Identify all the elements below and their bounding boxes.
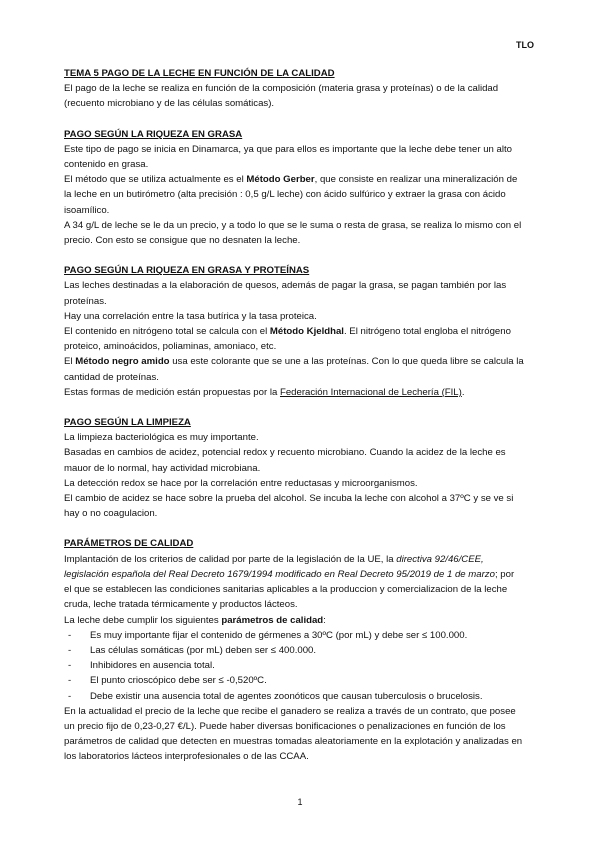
paragraph: Implantación de los criterios de calidad por parte de la legislación de la UE, la directiva 92/46/CEE, legislación española del Real Decreto 1679/1994 modificado en Real Decreto 95/2019 de 1 de marzo; por el que se establecen las condiciones sanitarias aplicables a la produccion y comercializacion de la leche cruda, leche tratada térmicamente y productos lácteos.: [64, 553, 515, 611]
section-heading-grasa-proteinas: PAGO SEGÚN LA RIQUEZA EN GRASA Y PROTEÍNAS: [64, 265, 310, 277]
fil-reference: Federación Internacional de Lechería (FIL): [279, 386, 462, 398]
list-item: - El punto crioscópico debe ser ≤ -0,520ºC.: [64, 673, 524, 688]
page-number: 1: [297, 796, 303, 807]
section-heading-grasa: PAGO SEGÚN LA RIQUEZA EN GRASA: [64, 128, 243, 140]
page-title: TEMA 5 PAGO DE LA LECHE EN FUNCIÓN DE LA CALIDAD: [64, 68, 335, 79]
legislation-reference: directiva 92/46/CEE, legislación española del Real Decreto 1679/1994 modificado en Real Decreto 95/2019 de 1 de marzo: [64, 553, 495, 580]
paragraph: El método que se utiliza actualmente es el Método Gerber, que consiste en realizar una mineralización de la leche en un butirómetro (alta precisión : 0,5 g/L leche) con ácido sulfúrico y extraer la grasa con ácido isoamílico.: [64, 174, 518, 216]
paragraph: En la actualidad el precio de la leche que recibe el ganadero se realiza a través de un contrato, que posee un precio fijo de 0,23-0,27 €/L). Puede haber diversas bonificaciones o penalizaciones en función de los parámetros de calidad que detecten en muestras tomadas aleatoriamente en la explotación y analizadas en los laboratorios lácteos interprofesionales o de las CCAA.: [64, 705, 523, 763]
paragraph: Este tipo de pago se inicia en Dinamarca, ya que para ellos es importante que la leche debe tener un alto contenido en grasa.: [64, 143, 512, 171]
quality-parameters-list: [64, 628, 524, 704]
list-item: - Es muy importante fijar el contenido de gérmenes a 30ºC (por mL) y debe ser ≤ 100.000.: [64, 628, 524, 643]
section-heading-parametros: PARÁMETROS DE CALIDAD: [64, 538, 194, 550]
paragraph: A 34 g/L de leche se le da un precio, y a todo lo que se le suma o resta de grasa, se realiza lo mismo con el precio. Con esto se consigue que no desnaten la leche.: [64, 219, 522, 247]
paragraph: Las leches destinadas a la elaboración de quesos, además de pagar la grasa, se pagan también por las proteínas.: [64, 280, 507, 307]
list-item: - Las células somáticas (por mL) deben ser ≤ 400.000.: [64, 643, 524, 658]
document-body: [64, 66, 524, 765]
paragraph: La detección redox se hace por la correlación entre reductasas y microorganismos.: [64, 477, 418, 489]
method-gerber: Método Gerber: [246, 174, 315, 186]
paragraph: La leche debe cumplir los siguientes parámetros de calidad:: [64, 614, 326, 626]
paragraph: Basadas en cambios de acidez, potencial redox y recuento microbiano. Cuando la acidez de la leche es mauor de lo normal, hay actividad microbiana.: [64, 447, 506, 474]
quality-parameters-term: parámetros de calidad: [221, 614, 324, 626]
paragraph: La limpieza bacteriológica es muy importante.: [64, 432, 259, 444]
method-negro-amido: Método negro amido: [75, 356, 170, 368]
paragraph: El Método negro amido usa este colorante que se une a las proteínas. Con lo que queda libre se calcula la cantidad de proteínas.: [64, 356, 524, 383]
method-kjeldhal: Método Kjeldhal: [269, 326, 344, 338]
paragraph: El contenido en nitrógeno total se calcula con el Método Kjeldhal. El nitrógeno total engloba el nitrógeno proteico, aminoácidos, poliaminas, amoniaco, etc.: [64, 326, 511, 353]
paragraph: Hay una correlación entre la tasa butírica y la tasa proteica.: [64, 310, 317, 322]
intro-paragraph: El pago de la leche se realiza en función de la composición (materia grasa y proteínas) o de la calidad (recuento microbiano y de las células somáticas).: [64, 83, 499, 110]
list-item: - Debe existir una ausencia total de agentes zoonóticos que causan tuberculosis o brucelosis.: [64, 689, 524, 704]
paragraph: Estas formas de medición están propuestas por la Federación Internacional de Lechería (FIL).: [64, 386, 465, 398]
section-heading-limpieza: PAGO SEGÚN LA LIMPIEZA: [64, 417, 191, 429]
list-item: - Inhibidores en ausencia total.: [64, 658, 524, 673]
header-tag: TLO: [516, 40, 534, 50]
paragraph: El cambio de acidez se hace sobre la prueba del alcohol. Se incuba la leche con alcohol a 37ºC y se ve si hay o no coagulacion.: [64, 493, 514, 520]
